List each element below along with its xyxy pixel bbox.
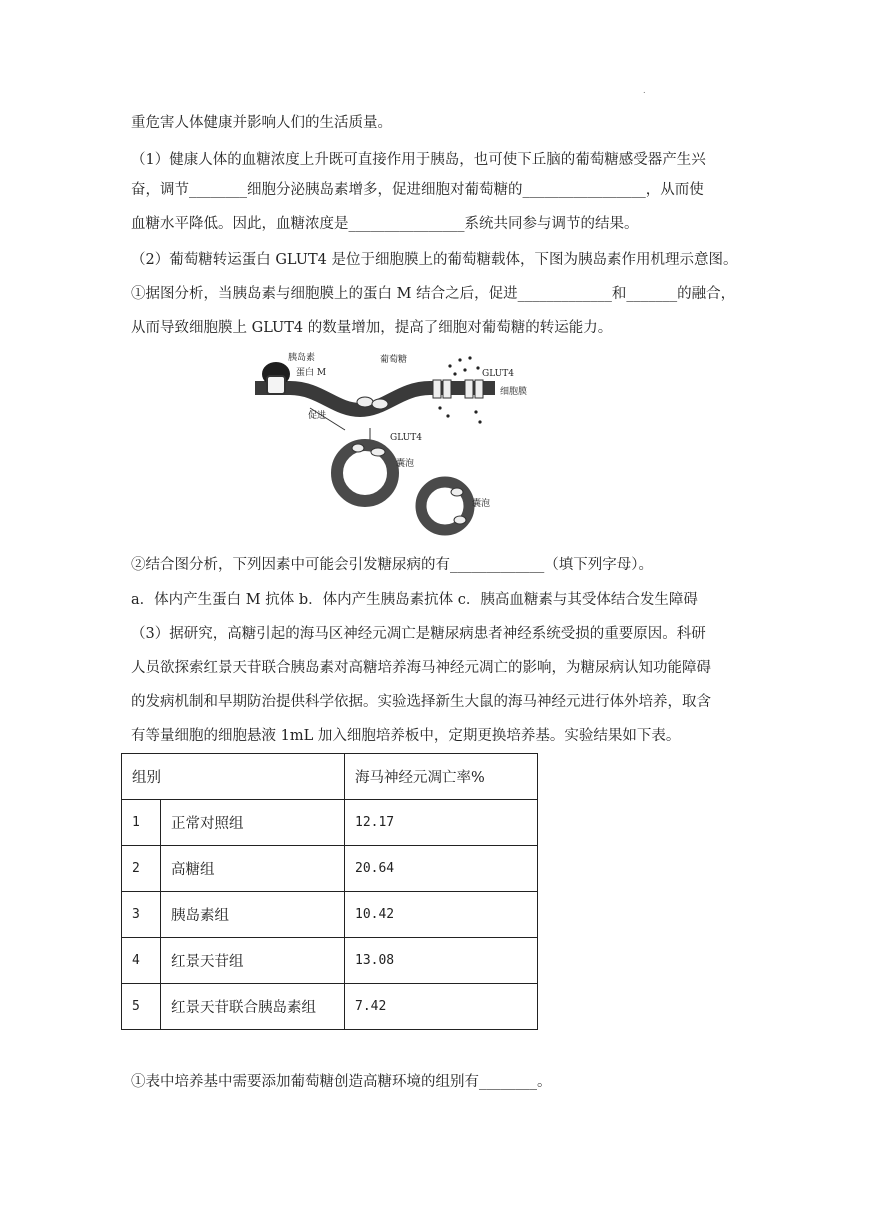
question-1-blank-line: 奋，调节________细胞分泌胰岛素增多，促进细胞对葡萄糖的_________________，从而使: [131, 182, 704, 198]
label-membrane: 细胞膜: [500, 387, 528, 397]
cell-num: 4: [122, 938, 161, 984]
label-promote: 促进: [308, 411, 327, 421]
cell-num: 1: [122, 800, 161, 846]
table-row: [122, 800, 538, 846]
options-line: a．体内产生蛋白 M 抗体 b．体内产生胰岛素抗体 c．胰高血糖素与其受体结合发生障碍: [131, 592, 698, 608]
cell-value: 7.42: [345, 984, 538, 1030]
question-2-line: （2）葡萄糖转运蛋白 GLUT4 是位于细胞膜上的葡萄糖载体，下图为胰岛素作用机理示意图。: [131, 252, 738, 268]
cell-name: 高糖组: [161, 846, 345, 892]
text-line: 人员欲探索红景天苷联合胰岛素对高糖培养海马神经元凋亡的影响，为糖尿病认知功能障碍: [131, 660, 711, 676]
cell-name: 胰岛素组: [161, 892, 345, 938]
table-header-row: [122, 754, 538, 800]
label-glut4-top: GLUT4: [482, 369, 514, 379]
corner-mark: .: [643, 86, 646, 95]
cell-name: 红景天苷联合胰岛素组: [161, 984, 345, 1030]
results-table: [121, 753, 538, 1030]
cell-value: 20.64: [345, 846, 538, 892]
text-line: 重危害人体健康并影响人们的生活质量。: [131, 115, 392, 131]
cell-value: 10.42: [345, 892, 538, 938]
label-glut4-mid: GLUT4: [390, 433, 422, 443]
cell-name: 红景天苷组: [161, 938, 345, 984]
cell-num: 5: [122, 984, 161, 1030]
text-line: 从而导致细胞膜上 GLUT4 的数量增加，提高了细胞对葡萄糖的转运能力。: [131, 320, 613, 336]
header-rate: 海马神经元凋亡率%: [345, 754, 538, 800]
insulin-mechanism-diagram: [250, 348, 540, 538]
protein-m-shape: [267, 376, 285, 394]
text-line: 的发病机制和早期防治提供科学依据。实验选择新生大鼠的海马神经元进行体外培养，取含: [131, 694, 711, 710]
label-glucose: 葡萄糖: [380, 355, 408, 365]
question-3-1-line: ①表中培养基中需要添加葡萄糖创造高糖环境的组别有________。: [131, 1074, 552, 1090]
table-row: [122, 846, 538, 892]
label-vesicle-2: 囊泡: [472, 499, 491, 509]
label-protein-m: 蛋白 M: [296, 368, 327, 378]
question-3-line: （3）据研究，高糖引起的海马区神经元凋亡是糖尿病患者神经系统受损的重要原因。科研: [131, 626, 706, 642]
cell-num: 3: [122, 892, 161, 938]
question-2-2-line: ②结合图分析，下列因素中可能会引发糖尿病的有_____________（填下列字母）。: [131, 557, 653, 573]
text-line: 有等量细胞的细胞悬液 1mL 加入细胞培养板中，定期更换培养基。实验结果如下表。: [131, 728, 681, 744]
table-row: [122, 892, 538, 938]
cell-value: 13.08: [345, 938, 538, 984]
table-row: [122, 984, 538, 1030]
cell-value: 12.17: [345, 800, 538, 846]
label-vesicle-1: 囊泡: [396, 459, 415, 469]
cell-num: 2: [122, 846, 161, 892]
label-insulin: 胰岛素: [288, 353, 316, 363]
question-1-line: （1）健康人体的血糖浓度上升既可直接作用于胰岛，也可使下丘脑的葡萄糖感受器产生兴: [131, 152, 706, 168]
question-1-blank-line: 血糖水平降低。因此，血糖浓度是________________系统共同参与调节的结果。: [131, 216, 639, 232]
cell-name: 正常对照组: [161, 800, 345, 846]
header-group: 组别: [122, 754, 345, 800]
question-2-1-line: ①据图分析，当胰岛素与细胞膜上的蛋白 M 结合之后，促进_____________和_______的融合，: [131, 286, 736, 302]
table-row: [122, 938, 538, 984]
